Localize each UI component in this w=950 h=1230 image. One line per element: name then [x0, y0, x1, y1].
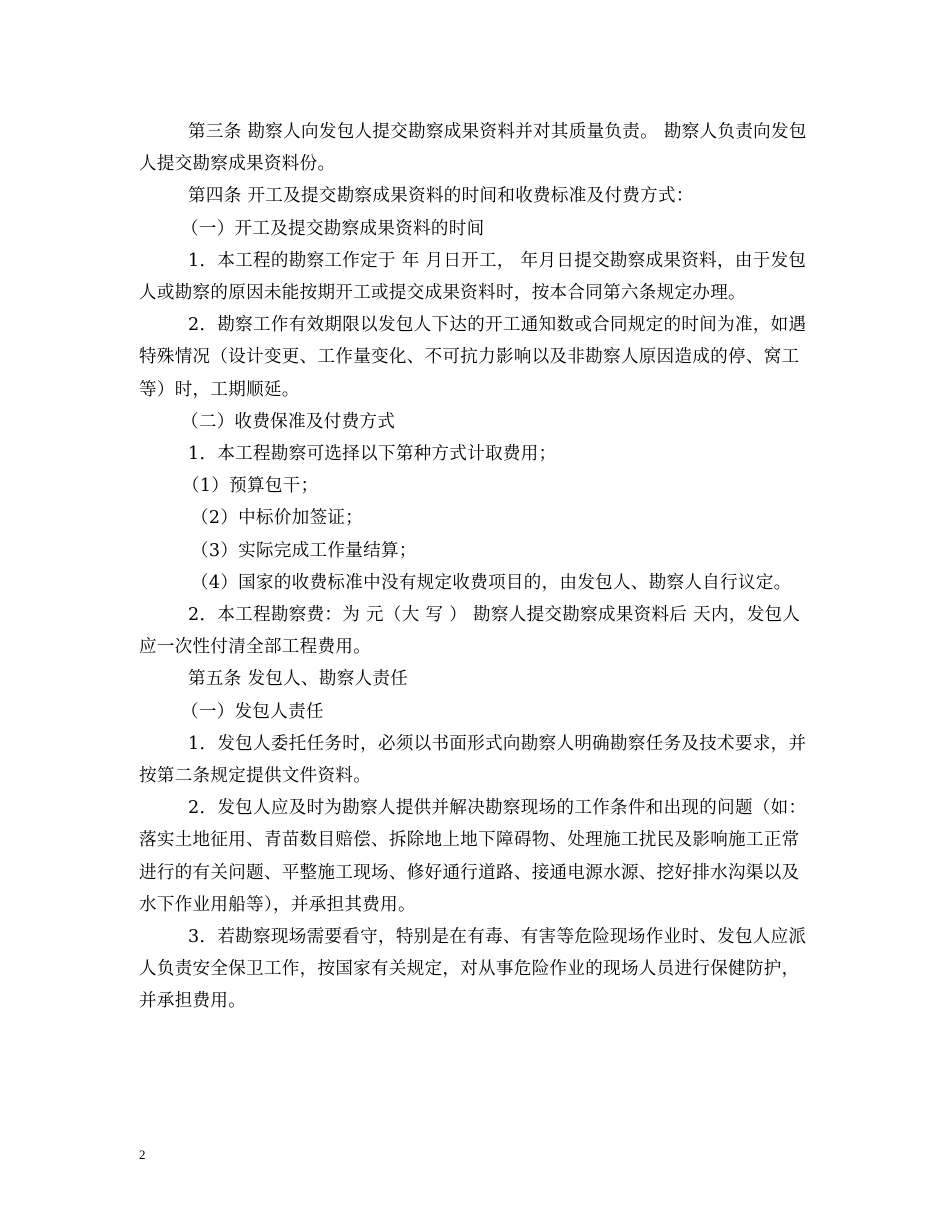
paragraph-fee-method: 1．本工程勘察可选择以下第种方式计取费用；	[188, 444, 557, 465]
paragraph-start-date: 1．本工程的勘察工作定于 年 月日开工， 年月日提交勘察成果资料，由于发包人或勘察的原因未能按期开工或提交成果资料时，按本合同第六条规定办理。	[139, 250, 807, 304]
paragraph-validity-period: 2．勘察工作有效期限以发包人下达的开工通知数或合同规定的时间为准，如遇特殊情况（设计变更、工作量变化、不可抗力影响以及非勘察人原因造成的停、窝工等）时，工期顺延。	[139, 315, 807, 400]
subheading-fees: （二）收费保准及付费方式	[181, 411, 396, 432]
page-number: 2	[139, 1147, 146, 1162]
list-item-bid-price: （2）中标价加签证；	[191, 508, 364, 529]
list-item-budget: （1）预算包干；	[182, 476, 319, 497]
paragraph-article-4: 第四条 开工及提交勘察成果资料的时间和收费标准及付费方式：	[188, 186, 694, 207]
paragraph-client-duty-3: 3．若勘察现场需要看守，特别是在有毒、有害等危险现场作业时、发包人应派人负责安全保卫工作，按国家有关规定，对从事危险作业的现场人员进行保健防护，并承担费用。	[139, 927, 807, 1012]
subheading-start-time: （一）开工及提交勘察成果资料的时间	[181, 218, 485, 239]
paragraph-client-duty-2: 2．发包人应及时为勘察人提供并解决勘察现场的工作条件和出现的问题（如：落实土地征用、青苗数目赔偿、拆除地上地下障碍物、处理施工扰民及影响施工正常进行的有关问题、平整施工现场、修好通行道路、接通电源水源、挖好排水沟渠以及水下作业用船等），并承担其费用。	[139, 798, 807, 915]
paragraph-article-3: 第三条 勘察人向发包人提交勘察成果资料并对其质量负责。 勘察人负责向发包人提交勘察成果资料份。	[139, 122, 807, 175]
document-body	[139, 116, 814, 1018]
list-item-negotiated: （4）国家的收费标准中没有规定收费项目的，由发包人、勘察人自行议定。	[191, 572, 792, 593]
subheading-client-duties: （一）发包人责任	[181, 701, 324, 722]
paragraph-client-duty-1: 1．发包人委托任务时，必须以书面形式向勘察人明确勘察任务及技术要求，并按第二条规定提供文件资料。	[139, 733, 807, 787]
list-item-actual-workload: （3）实际完成工作量结算；	[191, 540, 417, 561]
paragraph-article-5: 第五条 发包人、勘察人责任	[188, 669, 409, 690]
paragraph-survey-fee: 2．本工程勘察费：为 元（大 写 ） 勘察人提交勘察成果资料后 天内，发包人应一次性付清全部工程费用。	[139, 605, 801, 658]
